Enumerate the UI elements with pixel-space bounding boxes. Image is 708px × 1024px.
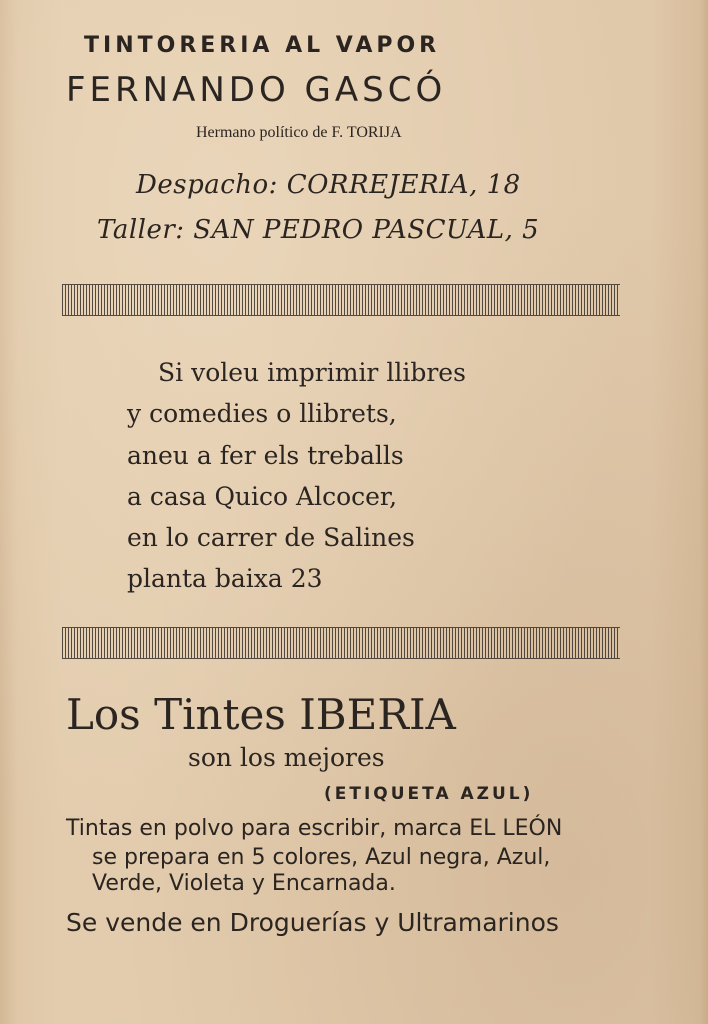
owner-relation: Hermano político de F. TORIJA — [196, 124, 402, 141]
owner-name: FERNANDO GASCÓ — [66, 70, 447, 110]
taller-address: Taller: SAN PEDRO PASCUAL, 5 — [97, 215, 540, 245]
verse-line: Si voleu imprimir llibres — [158, 358, 466, 387]
tintoreria-heading: TINTORERIA AL VAPOR — [84, 33, 441, 58]
verse-line: planta baixa 23 — [127, 564, 323, 593]
verse-line: a casa Quico Alcocer, — [127, 482, 398, 511]
tintas-line: Verde, Violeta y Encarnada. — [92, 871, 396, 896]
verse-line: aneu a fer els treballs — [127, 441, 404, 470]
tintes-subtitle: son los mejores — [188, 743, 385, 772]
despacho-address: Despacho: CORREJERIA, 18 — [136, 170, 521, 200]
ornamental-divider — [62, 627, 620, 659]
tintes-label: (ETIQUETA AZUL) — [324, 784, 534, 804]
ornamental-divider — [62, 284, 620, 316]
verse-line: en lo carrer de Salines — [127, 523, 415, 552]
tintas-line: se prepara en 5 colores, Azul negra, Azul, — [92, 845, 551, 870]
tintas-line: Tintas en polvo para escribir, marca EL LEÓN — [66, 816, 563, 841]
sale-line: Se vende en Droguerías y Ultramarinos — [66, 908, 559, 937]
verse-line: y comedies o llibrets, — [127, 399, 397, 428]
tintes-title: Los Tintes IBERIA — [66, 690, 456, 739]
